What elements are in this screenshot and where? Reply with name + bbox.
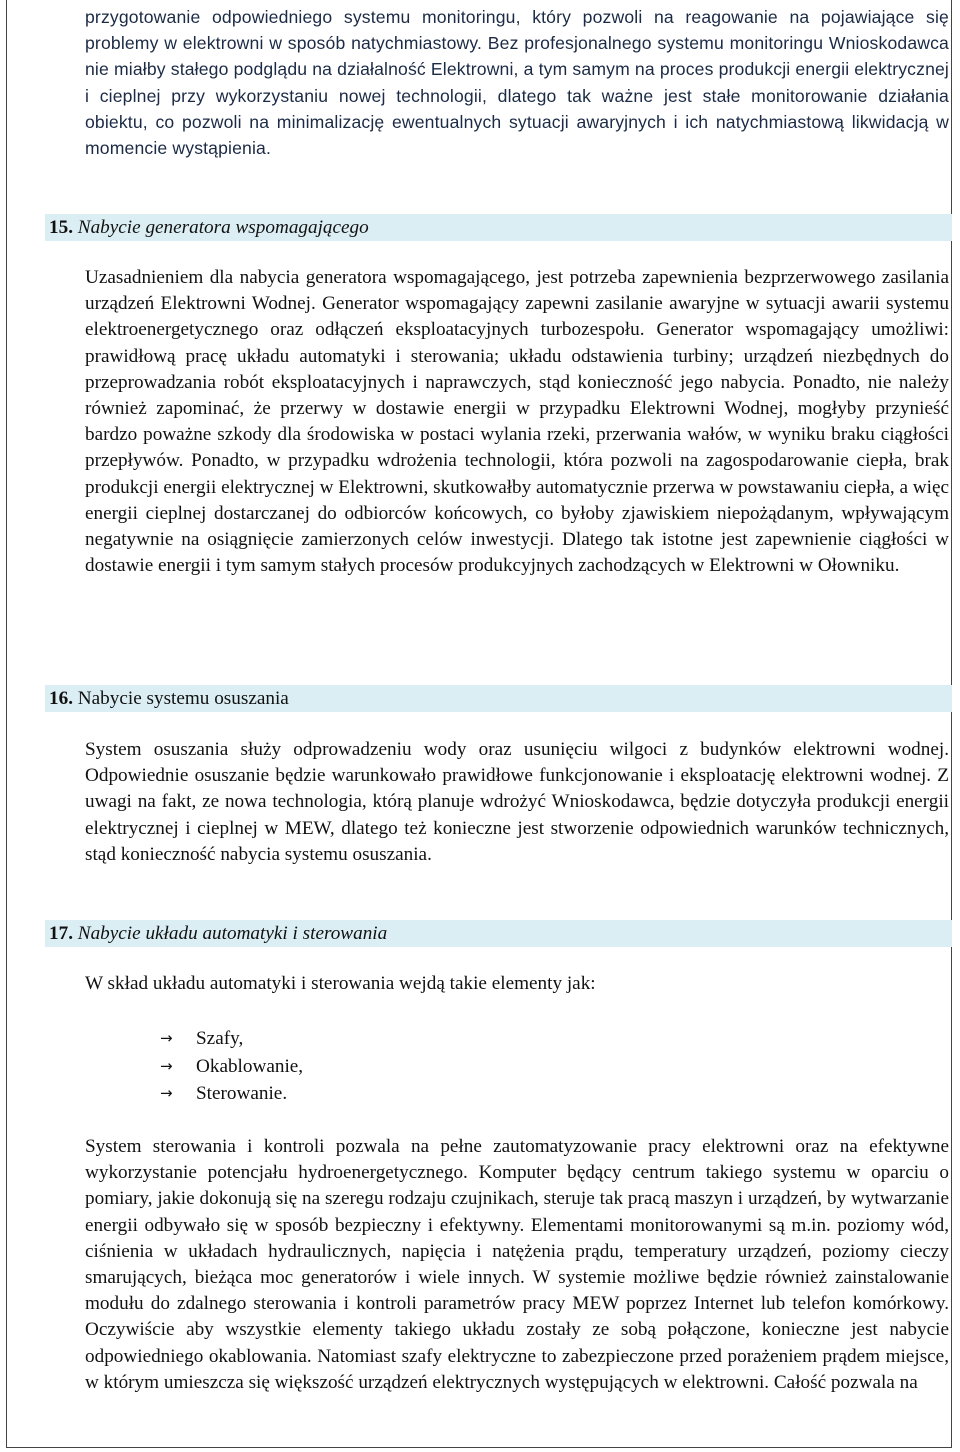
section-16-heading	[49, 685, 289, 712]
bullet-text: Sterowanie.	[196, 1083, 288, 1104]
intro-paragraph: przygotowanie odpowiedniego systemu monitoringu, który pozwoli na reagowanie na pojawiające się problemy w elektrowni w sposób natychmiastowy. Bez profesjonalnego systemu monitoringu Wnioskodawca nie miałby stałego podglądu na działalność Elektrowni, a tym samym na proces produkcji energii elektrycznej i cieplnej przy wykorzystaniu nowej technologii, dlatego tak ważne jest stałe monitorowanie działania obiektu, co pozwoli na minimalizację ewentualnych sytuacji awaryjnych i ich natychmiastową likwidacją w momencie wystąpienia.	[85, 7, 949, 159]
section-17-intro: W skład układu automatyki i sterowania wejdą takie elementy jak:	[85, 973, 596, 994]
arrow-bullet-icon: →	[160, 1084, 173, 1102]
list-item	[160, 1080, 303, 1108]
section-15-title: Nabycie generatora wspomagającego	[77, 217, 369, 238]
section-17-body: System sterowania i kontroli pozwala na pełne zautomatyzowanie pracy elektrowni oraz na efektywne wykorzystanie potencjału hydroenergetycznego. Komputer będący centrum takiego systemu w oparciu o pomiary, jakie dokonują się na szeregu rodzaju czujnikach, steruje tak pracą maszyn i urządzeń, by wytwarzanie energii odbywało się w sposób bezpieczny i efektywny. Elementami monitorowanymi są m.in. poziomy wód, ciśnienia w układach hydraulicznych, napięcia i natężenia prądu, temperatury urządzeń, poziomy cieczy smarujących, bieżąca moc generatorów i wiele innych. W systemie możliwe będzie również zainstalowanie modułu do zdalnego sterowania i kontroli parametrów pracy MEW poprzez Internet lub telefon komórkowy. Oczywiście aby wszystkie elementy takiego układu zostały ze sobą połączone, konieczne jest nabycie odpowiedniego okablowania. Natomiast szafy elektryczne to zabezpieczone przed porażeniem prądem miejsce, w którym umieszcza się większość urządzeń elektrycznych występujących w elektrowni. Całość pozwala na	[85, 1136, 949, 1393]
bullet-text: Okablowanie,	[196, 1055, 304, 1077]
section-17-bullet-list	[160, 1025, 303, 1108]
section-17-title: Nabycie układu automatyki i sterowania	[77, 923, 388, 944]
section-16-title: Nabycie systemu osuszania	[77, 688, 289, 709]
list-item	[160, 1025, 303, 1053]
section-15-body: Uzasadnieniem dla nabycia generatora wspomagającego, jest potrzeba zapewnienia bezprzerwowego zasilania urządzeń Elektrowni Wodnej. Generator wspomagający zapewni zasilanie awaryjne w sytuacji awarii systemu elektroenergetycznego oraz odłączeń eksploatacyjnych turbozespołu. Generator wspomagający umożliwi: prawidłową pracę układu automatyki i sterowania; układu odstawienia turbiny; urządzeń niezbędnych do przeprowadzania robót eksploatacyjnych i naprawczych, stąd konieczność jego nabycia. Ponadto, nie należy również zapominać, że przerwy w dostawie energii w przypadku Elektrowni Wodnej, mogłyby przynieść bardzo poważne szkody dla środowiska w postaci wylania rzeki, przerwania wałów, w wyniku braku ciągłości przepływów. Ponadto, w przypadku wdrożenia technologii, która pozwoli na zagospodarowanie ciepła, brak produkcji energii elektrycznej w Elektrowni, skutkowałby automatycznie przerwa w powstawaniu ciepła, a więc energii cieplnej dostarczanej do odbiorców końcowych, co byłoby zjawiskiem niepożądanym, wpływającym negatywnie na osiągnięcie zamierzonych celów inwestycji. Dlatego tak istotne jest zapewnienie ciągłości w dostawie energii i tym samym stałych procesów produkcyjnych zachodzących w Elektrowni w Ołowniku.	[85, 267, 949, 577]
arrow-bullet-icon: →	[160, 1056, 173, 1075]
list-item	[160, 1053, 303, 1081]
arrow-bullet-icon: →	[160, 1029, 173, 1047]
section-15-number: 15.	[49, 217, 73, 238]
section-17-number: 17.	[49, 923, 73, 944]
section-16-number: 16.	[49, 688, 73, 709]
section-17-heading	[49, 920, 387, 947]
bullet-text: Szafy,	[196, 1028, 244, 1049]
section-15-heading	[49, 214, 369, 241]
section-16-body: System osuszania służy odprowadzeniu wody oraz usunięciu wilgoci z budynków elektrowni wodnej. Odpowiednie osuszanie będzie warunkowało prawidłowe funkcjonowanie i eksploatację elektrowni wodnej. Z uwagi na fakt, ze nowa technologia, którą planuje wdrożyć Wnioskodawca, będzie dotyczyła produkcji energii elektrycznej i cieplnej w MEW, dlatego też konieczne jest stworzenie odpowiednich warunków technicznych, stąd konieczność nabycia systemu osuszania.	[85, 739, 949, 865]
